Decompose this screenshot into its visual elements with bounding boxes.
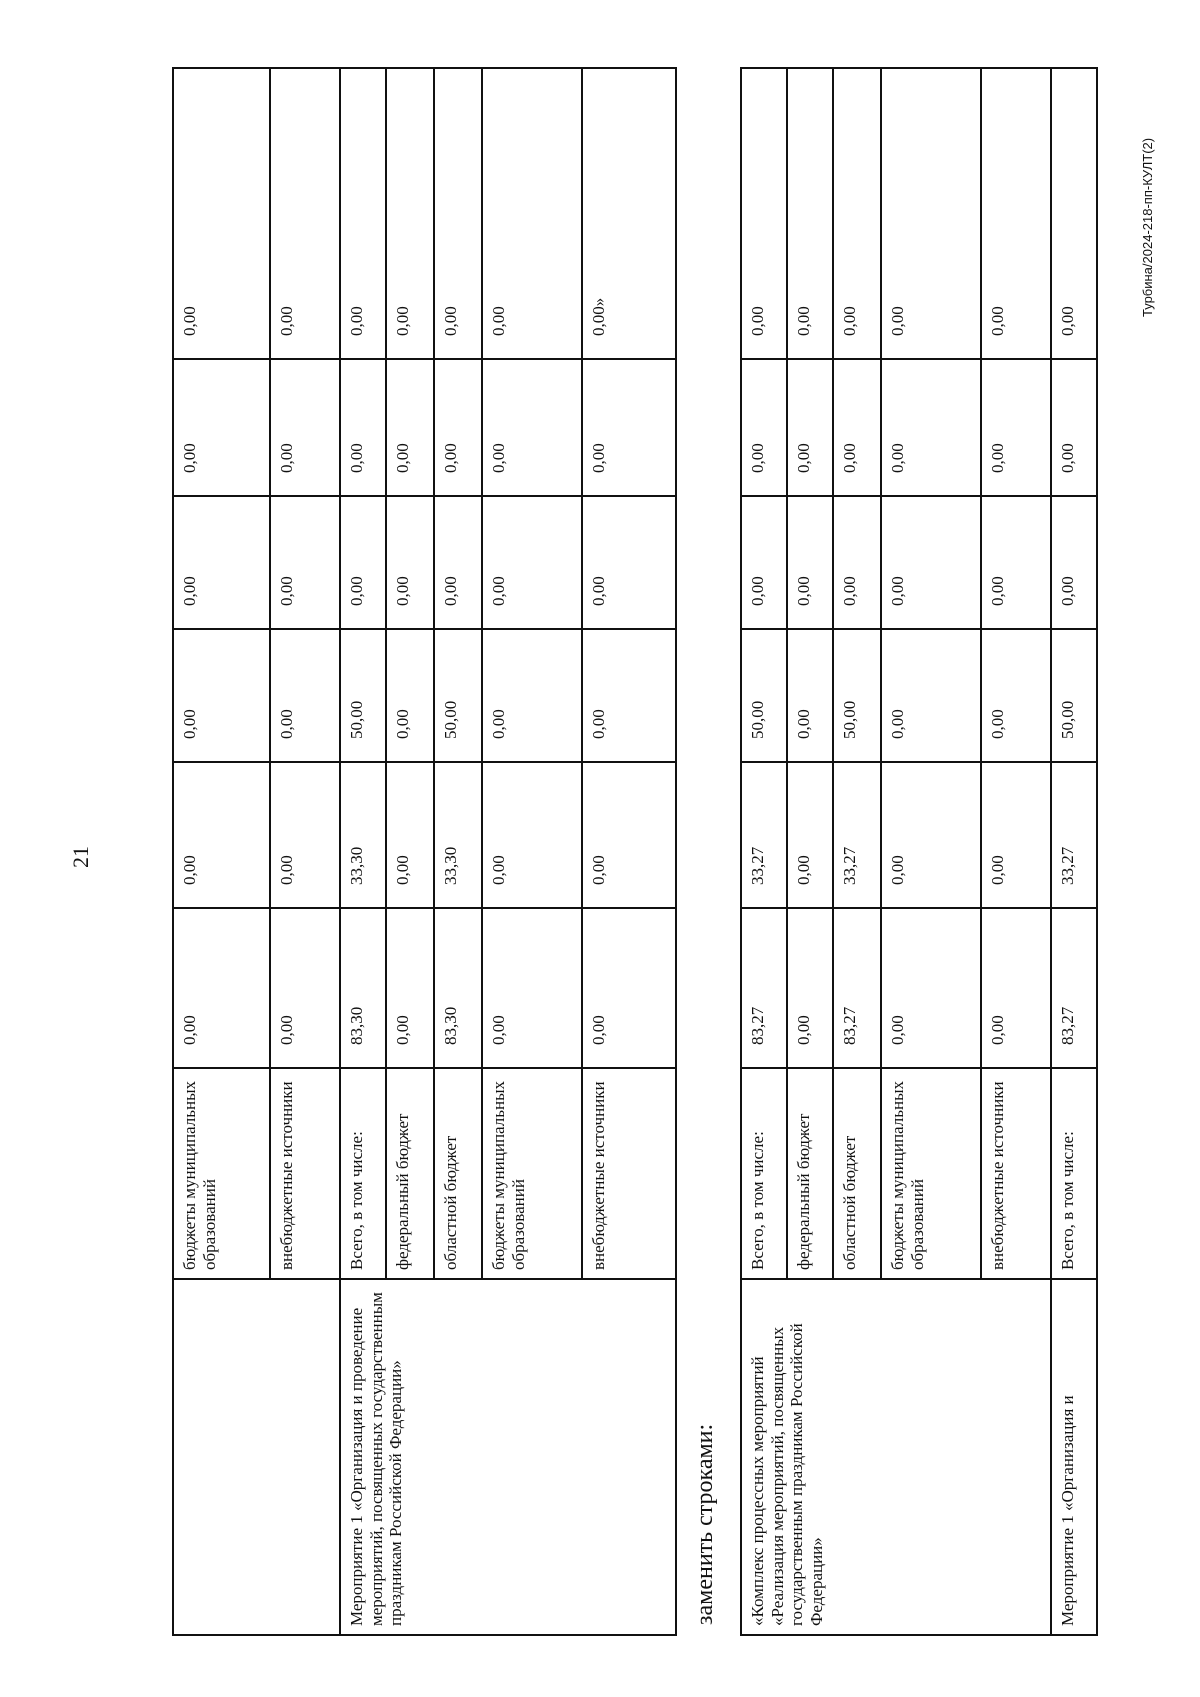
value-cell: 0,00: [386, 68, 434, 359]
value-cell: 0,00: [270, 908, 340, 1068]
value-cell: 33,30: [340, 762, 386, 908]
value-cell: 0,00: [787, 68, 833, 359]
value-cell: 0,00: [787, 359, 833, 496]
value-cell: 33,30: [434, 762, 482, 908]
value-cell: 0,00: [787, 629, 833, 762]
activity-name-cell: «Комплекс процессных мероприятий «Реализация мероприятий, посвященных государственным праздникам Российской Федерации»: [741, 1279, 1051, 1635]
value-cell: 0,00: [173, 629, 270, 762]
value-cell: 0,00: [1051, 68, 1097, 359]
activity-name-cell: Мероприятие 1 «Организация и: [1051, 1279, 1097, 1635]
value-cell: 33,27: [741, 762, 787, 908]
table-row: [741, 68, 787, 1635]
value-cell: 50,00: [741, 629, 787, 762]
value-cell: 83,27: [741, 908, 787, 1068]
value-cell: 0,00: [981, 762, 1051, 908]
value-cell: 0,00: [340, 359, 386, 496]
funding-source-cell: федеральный бюджет: [787, 1068, 833, 1279]
value-cell: 83,27: [833, 908, 881, 1068]
table-row: [1051, 68, 1097, 1635]
value-cell: 0,00: [173, 359, 270, 496]
value-cell: 0,00: [340, 68, 386, 359]
value-cell: 83,30: [434, 908, 482, 1068]
value-cell: 33,27: [833, 762, 881, 908]
value-cell: 0,00: [787, 762, 833, 908]
value-cell: 0,00: [340, 496, 386, 629]
budget-table-replacement: [740, 67, 1098, 1636]
funding-source-cell: Всего, в том числе:: [340, 1068, 386, 1279]
value-cell: 50,00: [434, 629, 482, 762]
value-cell: 0,00: [833, 68, 881, 359]
value-cell: 0,00: [482, 496, 582, 629]
value-cell: 0,00: [270, 496, 340, 629]
value-cell: 0,00: [482, 908, 582, 1068]
funding-source-cell: областной бюджет: [833, 1068, 881, 1279]
funding-source-cell: Всего, в том числе:: [741, 1068, 787, 1279]
value-cell: 0,00: [582, 762, 676, 908]
value-cell: 0,00: [582, 496, 676, 629]
value-cell: 0,00: [173, 762, 270, 908]
value-cell: 0,00: [741, 496, 787, 629]
value-cell: 0,00: [833, 496, 881, 629]
value-cell: 0,00: [787, 908, 833, 1068]
value-cell: 0,00: [981, 629, 1051, 762]
value-cell: 83,30: [340, 908, 386, 1068]
value-cell: 0,00: [582, 359, 676, 496]
value-cell: 0,00: [582, 629, 676, 762]
funding-source-cell: федеральный бюджет: [386, 1068, 434, 1279]
value-cell: 0,00: [881, 762, 981, 908]
value-cell: 0,00: [881, 68, 981, 359]
value-cell: 0,00: [434, 359, 482, 496]
funding-source-cell: внебюджетные источники: [981, 1068, 1051, 1279]
value-cell: 0,00: [270, 359, 340, 496]
value-cell: 50,00: [1051, 629, 1097, 762]
funding-source-cell: бюджеты муниципальных образований: [173, 1068, 270, 1279]
value-cell: 0,00: [981, 908, 1051, 1068]
value-cell: 0,00: [881, 629, 981, 762]
value-cell: 0,00: [881, 908, 981, 1068]
value-cell: 0,00: [386, 496, 434, 629]
budget-table-original: [172, 67, 677, 1636]
value-cell: 0,00: [270, 68, 340, 359]
value-cell: 0,00: [881, 496, 981, 629]
value-cell: 0,00: [386, 359, 434, 496]
value-cell: 0,00: [1051, 359, 1097, 496]
value-cell: 0,00: [582, 908, 676, 1068]
value-cell: 0,00: [741, 359, 787, 496]
value-cell: 0,00: [386, 762, 434, 908]
value-cell: 0,00: [981, 68, 1051, 359]
value-cell: 0,00»: [582, 68, 676, 359]
value-cell: 0,00: [173, 68, 270, 359]
value-cell: 0,00: [981, 496, 1051, 629]
value-cell: 50,00: [340, 629, 386, 762]
funding-source-cell: областной бюджет: [434, 1068, 482, 1279]
funding-source-cell: внебюджетные источники: [582, 1068, 676, 1279]
value-cell: 0,00: [386, 908, 434, 1068]
value-cell: 0,00: [434, 496, 482, 629]
value-cell: 0,00: [386, 629, 434, 762]
funding-source-cell: Всего, в том числе:: [1051, 1068, 1097, 1279]
activity-name-cell: Мероприятие 1 «Организация и проведение мероприятий, посвященных государственным праздникам Российской Федерации»: [340, 1279, 676, 1635]
value-cell: 0,00: [270, 629, 340, 762]
value-cell: 0,00: [787, 496, 833, 629]
value-cell: 0,00: [270, 762, 340, 908]
funding-source-cell: бюджеты муниципальных образований: [482, 1068, 582, 1279]
replace-with-rows-label: заменить строками:: [692, 1423, 718, 1625]
value-cell: 0,00: [482, 629, 582, 762]
value-cell: 83,27: [1051, 908, 1097, 1068]
value-cell: 33,27: [1051, 762, 1097, 908]
value-cell: 0,00: [173, 908, 270, 1068]
value-cell: 0,00: [173, 496, 270, 629]
document-footer-code: Турбина/2024-218-пп-КУЛТ(2): [1140, 137, 1155, 317]
value-cell: 0,00: [482, 762, 582, 908]
value-cell: 0,00: [981, 359, 1051, 496]
page-number: 21: [68, 846, 93, 868]
funding-source-cell: бюджеты муниципальных образований: [881, 1068, 981, 1279]
value-cell: 0,00: [741, 68, 787, 359]
value-cell: 0,00: [482, 359, 582, 496]
value-cell: 0,00: [482, 68, 582, 359]
value-cell: 0,00: [1051, 496, 1097, 629]
value-cell: 0,00: [434, 68, 482, 359]
value-cell: 0,00: [881, 359, 981, 496]
value-cell: 50,00: [833, 629, 881, 762]
funding-source-cell: внебюджетные источники: [270, 1068, 340, 1279]
activity-name-cell: [173, 1279, 340, 1635]
table-row: [340, 68, 386, 1635]
table-row: [173, 68, 270, 1635]
value-cell: 0,00: [833, 359, 881, 496]
